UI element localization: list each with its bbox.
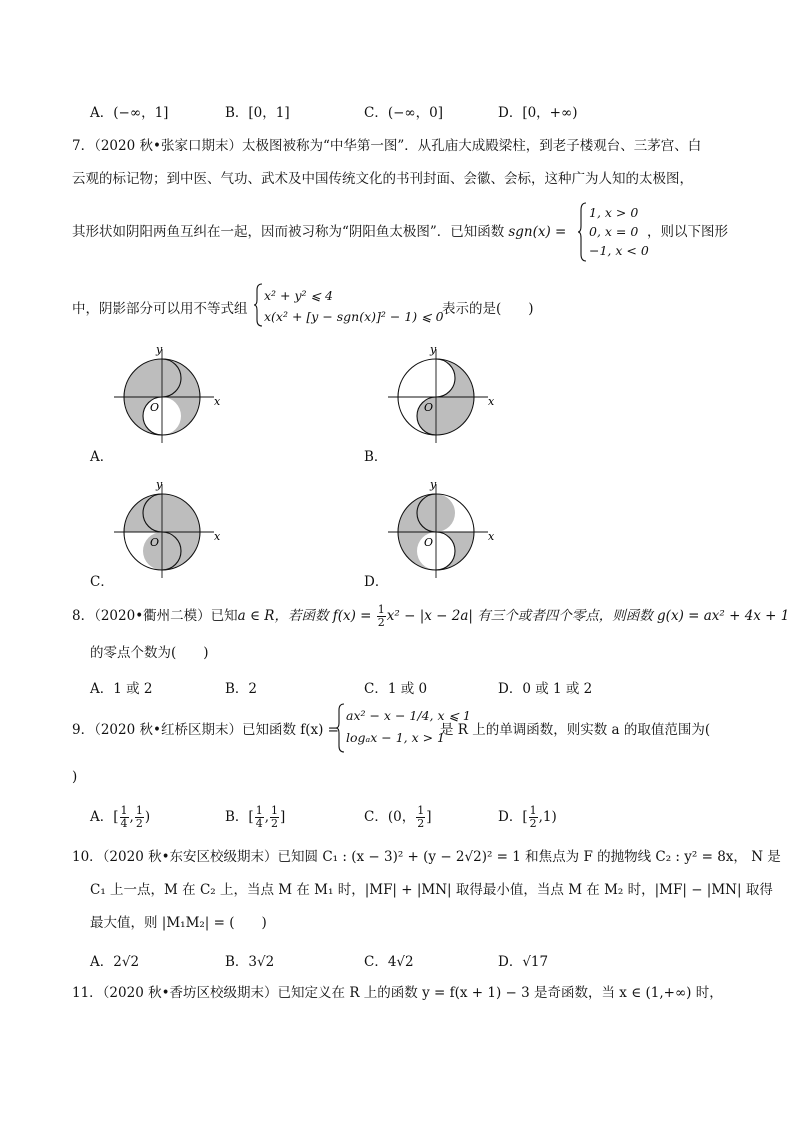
q7-line-3: 其形状如阴阳两鱼互纠在一起，因而被习称为“阴阳鱼太极图”．已知函数 sgn(x) = [72, 224, 567, 240]
q9-line-1b: 是 R 上的单调函数，则实数 a 的取值范围为( [440, 722, 711, 738]
q6-option-c: C．(−∞，0] [364, 105, 444, 121]
taiji-figure-c [110, 478, 220, 586]
origin-label-a: O [150, 401, 160, 414]
q9-cases: ax² − x − 1/4, x ⩽ 1 logₐx − 1, x > 1 [346, 708, 471, 745]
q9-option-c: C．(0， $\frac{1}{2}$ ] [364, 804, 432, 830]
q7-option-b: B． [364, 449, 388, 465]
x-axis-label-c: x [214, 530, 220, 543]
q6-option-a: A．(−∞，1] [90, 105, 169, 121]
q7-line-4: 中，阴影部分可以用不等式组 [72, 301, 248, 317]
q8-line-1: 8．（2020•衢州二模）已知a ∈ R，若函数 f(x) = $\frac{1}{2}$ x² − |x − 2a| 有三个或者四个零点，则函数 g(x) = ax² + 4x + 1 [72, 603, 790, 629]
q9-brace [336, 703, 346, 753]
q8-half-fraction: $\frac{1}{2}$ [377, 603, 385, 629]
x-axis-label-a: x [214, 395, 220, 408]
origin-label-b: O [424, 401, 434, 414]
q10-line-2: C₁ 上一点，M 在 C₂ 上，当点 M 在 M₁ 时，|MF| + |MN| 取得最小值，当点 M 在 M₂ 时，|MF| − |MN| 取得 [90, 882, 773, 898]
q9-option-a: A．[ $\frac{1}{4}$ , $\frac{1}{2}$ ) [90, 804, 151, 830]
sgn-function: sgn(x) = [508, 224, 567, 240]
q10-option-d: D．√17 [498, 954, 549, 970]
q7-option-d: D． [364, 574, 389, 590]
x-axis-label-d: x [488, 530, 494, 543]
sgn-cases: 1, x > 0 0, x = 0 −1, x < 0 [589, 205, 649, 258]
x-axis-label-b: x [488, 395, 494, 408]
taiji-figure-b [384, 343, 494, 451]
sgn-brace [578, 202, 588, 262]
y-axis-label-c: y [156, 478, 163, 491]
q10-option-a: A．2√2 [90, 954, 140, 970]
q7-line-1: 7．（2020 秋•张家口期末）太极图被称为“中华第一图”．从孔庙大成殿梁柱，到老子楼观台、三茅宫、白 [72, 138, 702, 154]
q7-line-2: 云观的标记物；到中医、气功、武术及中国传统文化的书刊封面、会徽、会标，这种广为人知的太极图， [72, 171, 693, 187]
q9-line-2: ) [72, 769, 78, 785]
q8-line-2: 的零点个数为( ) [90, 645, 209, 661]
q10-option-b: B．3√2 [225, 954, 275, 970]
q10-line-1: 10．（2020 秋•东安区校级期末）已知圆 C₁ : (x − 3)² + (y − 2√2)² = 1 和焦点为 F 的抛物线 C₂ : y² = 8x， N 是 [72, 849, 781, 865]
q7-line-3b: ，则以下图形 [647, 224, 728, 240]
q8-option-b: B．2 [225, 681, 258, 697]
q8-option-c: C．1 或 0 [364, 681, 428, 697]
ineq-brace [254, 283, 264, 327]
origin-label-c: O [150, 536, 160, 549]
y-axis-label-d: y [430, 478, 437, 491]
q8-option-a: A．1 或 2 [90, 681, 153, 697]
q9-option-b: B．[ $\frac{1}{4}$ , $\frac{1}{2}$ ] [225, 804, 286, 830]
y-axis-label-b: y [430, 343, 437, 356]
q7-option-c: C． [90, 574, 114, 590]
q7-option-a: A． [90, 449, 114, 465]
inequality-system: x² + y² ⩽ 4 x(x² + [y − sgn(x)]² − 1) ⩽ 0 [264, 288, 444, 324]
q8-option-d: D．0 或 1 或 2 [498, 681, 593, 697]
q9-line-1: 9．（2020 秋•红桥区期末）已知函数 f(x) = [72, 722, 339, 738]
taiji-figure-a [110, 343, 220, 451]
q6-option-d: D．[0，+∞) [498, 105, 578, 121]
q7-line-4b: 表示的是( ) [442, 301, 534, 317]
q10-line-3: 最大值，则 |M₁M₂| = ( ) [90, 915, 267, 931]
y-axis-label-a: y [156, 343, 163, 356]
origin-label-d: O [424, 536, 434, 549]
q6-option-b: B．[0，1] [225, 105, 290, 121]
q10-option-c: C．4√2 [364, 954, 414, 970]
q11-line-1: 11．（2020 秋•香坊区校级期末）已知定义在 R 上的函数 y = f(x + 1) − 3 是奇函数，当 x ∈ (1,+∞) 时， [72, 985, 723, 1001]
taiji-figure-d [384, 478, 494, 586]
q9-option-d: D．[ $\frac{1}{2}$ ,1) [498, 804, 557, 830]
